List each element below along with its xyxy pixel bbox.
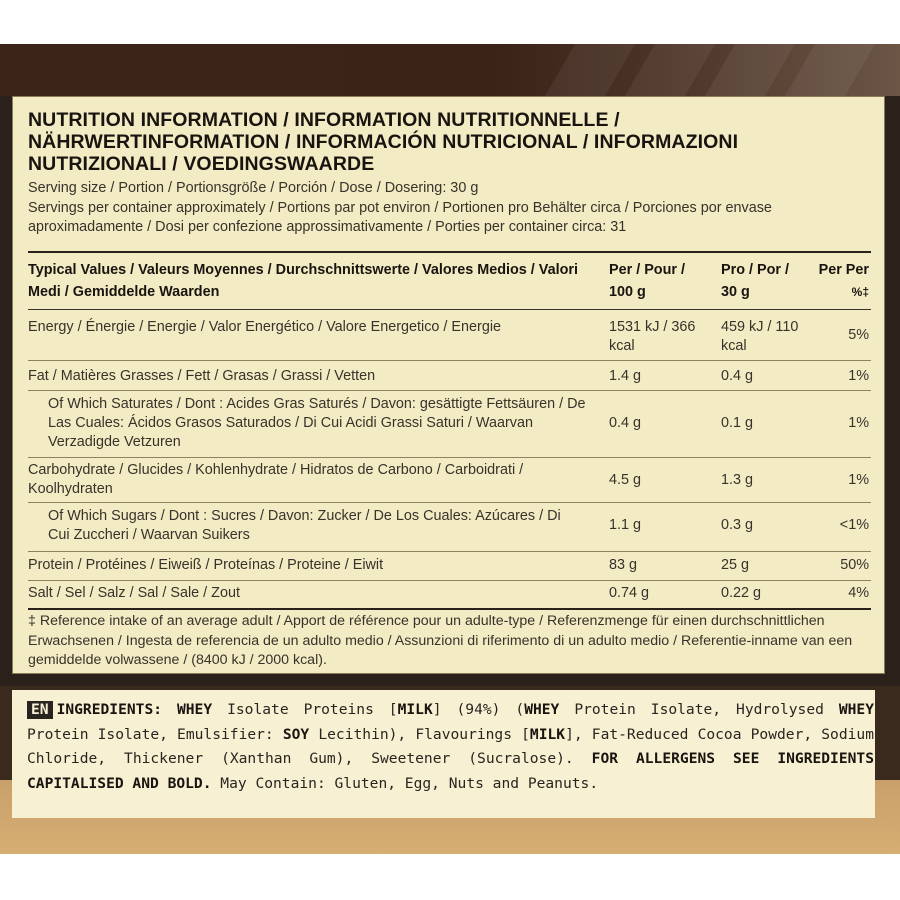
row-energy-per100: 1531 kJ / 366 kcal [609,319,696,354]
row-sugars-ri: <1% [839,517,869,533]
table-header-label: Typical Values / Valeurs Moyennes / Durchschnittswerte / Valores Medios / Valori Medi / Gemiddelde Waarden [28,262,578,300]
row-carbohydrate-per30: 1.3 g [721,472,754,488]
row-carbohydrate-label: Carbohydrate / Glucides / Kohlenhydrate / Hidratos de Carbono / Carboidrati / Koolhydraten [28,462,524,497]
row-rule [28,502,871,503]
row-carbohydrate-ri: 1% [848,472,869,488]
col-per30-line2: 30 g [721,284,750,300]
row-rule [28,390,871,391]
row-fat-per30: 0.4 g [721,368,754,384]
row-energy-label: Energy / Énergie / Energie / Valor Energético / Valore Energetico / Energie [28,319,502,335]
row-fat-per100: 1.4 g [609,368,642,384]
ingredients-part: ] (94%) ( [432,701,525,718]
reference-intake-footnote: ‡ Reference intake of an average adult / Apport de référence pour un adulte-type / Referenzmenge für einen durchschnittlichen Erwachsenen / Ingesta de referencia de un adulto medio / Assunzioni di riferimento di un adulto medio / Referentie-inname van een gemiddelde volwassene / (8400 kJ / 2000 kcal). [28,613,853,668]
col-ri-line2: %‡ [851,285,869,299]
allergen-milk: MILK [529,725,566,743]
top-decorative-band [0,44,900,96]
ingredients-part: Protein Isolate, Hydrolysed [559,701,839,718]
row-salt-per100: 0.74 g [609,585,650,601]
row-saturates-per30: 0.1 g [721,415,754,431]
allergen-whey: WHEY [524,701,560,718]
col-per100-line1: Per / Pour / [609,262,685,278]
row-carbohydrate-per100: 4.5 g [609,472,642,488]
row-salt-label: Salt / Sel / Salz / Sal / Sale / Zout [28,585,240,601]
allergen-soy: SOY [282,725,310,743]
may-contain: May Contain: Gluten, Egg, Nuts and Peanuts. [211,774,599,792]
allergen-whey: WHEY [838,701,875,718]
row-salt-ri: 4% [848,585,869,601]
row-sugars-label: Of Which Sugars / Dont : Sucres / Davon: Zucker / De Los Cuales: Azúcares / Di Cui Zuccheri / Waarvan Suikers [48,508,561,543]
row-protein-ri: 50% [840,557,869,573]
nutrition-heading: NUTRITION INFORMATION / INFORMATION NUTRITIONNELLE / NÄHRWERTINFORMATION / INFORMACIÓN NUTRICIONAL / INFORMAZIONI NUTRIZIONALI / VOEDINGSWAARDE [28,109,739,175]
ingredients-part: Protein Isolate, Emulsifier: [27,725,283,743]
language-badge-en: EN [27,701,53,719]
row-rule [28,360,871,361]
row-energy-per30: 459 kJ / 110 kcal [721,319,799,354]
row-rule [28,551,871,552]
serving-size: Serving size / Portion / Portionsgröße / Porción / Dose / Dosering: 30 g [28,180,479,196]
row-protein-per30: 25 g [721,557,750,573]
table-bottom-rule [28,608,871,610]
ingredients-panel [12,690,875,818]
row-sugars-per100: 1.1 g [609,517,642,533]
row-energy-ri: 5% [848,327,869,343]
row-rule [28,580,871,581]
ingredients-heading: INGREDIENTS: [56,701,163,718]
allergen-milk: MILK [397,701,433,718]
ingredients-text [27,698,874,796]
table-top-rule [28,251,871,253]
nutrition-panel [12,96,885,674]
header-rule [28,309,871,310]
col-ri-line1: Per Per [818,262,869,278]
col-per30-line1: Pro / Por / [721,262,789,278]
col-per100-line2: 100 g [609,284,646,300]
ingredients-part: ], Fat-Reduced Cocoa Powder, Sodium Chloride, Thickener (Xanthan Gum), Sweetener (Sucralose). [27,725,874,767]
row-fat-ri: 1% [848,368,869,384]
row-saturates-label: Of Which Saturates / Dont : Acides Gras Saturés / Davon: gesättigte Fettsäuren / De Las Cuales: Ácidos Grasos Saturados / Di Cui Acidi Grassi Saturi / Waarvan Verzadigde Vetzuren [48,396,586,450]
row-sugars-per30: 0.3 g [721,517,754,533]
ingredients-part: Isolate Proteins [ [212,701,398,718]
row-salt-per30: 0.22 g [721,585,762,601]
row-saturates-ri: 1% [848,415,869,431]
row-protein-label: Protein / Protéines / Eiweiß / Proteínas / Proteine / Eiwit [28,557,384,573]
servings-per-container: Servings per container approximately / Portions par pot environ / Portionen pro Behälter circa / Porciones por envase aproximadamente / Dosi per confezione approssimativamente / Porties per container circa: 31 [28,200,772,235]
row-saturates-per100: 0.4 g [609,415,642,431]
row-fat-label: Fat / Matières Grasses / Fett / Grasas / Grassi / Vetten [28,368,376,384]
row-protein-per100: 83 g [609,557,638,573]
allergen-whey: WHEY [176,701,213,718]
row-rule [28,457,871,458]
allergen-note: FOR ALLERGENS SEE INGREDIENTS CAPITALISED AND BOLD. [27,750,874,792]
ingredients-part: Lecithin), Flavourings [ [309,725,530,743]
